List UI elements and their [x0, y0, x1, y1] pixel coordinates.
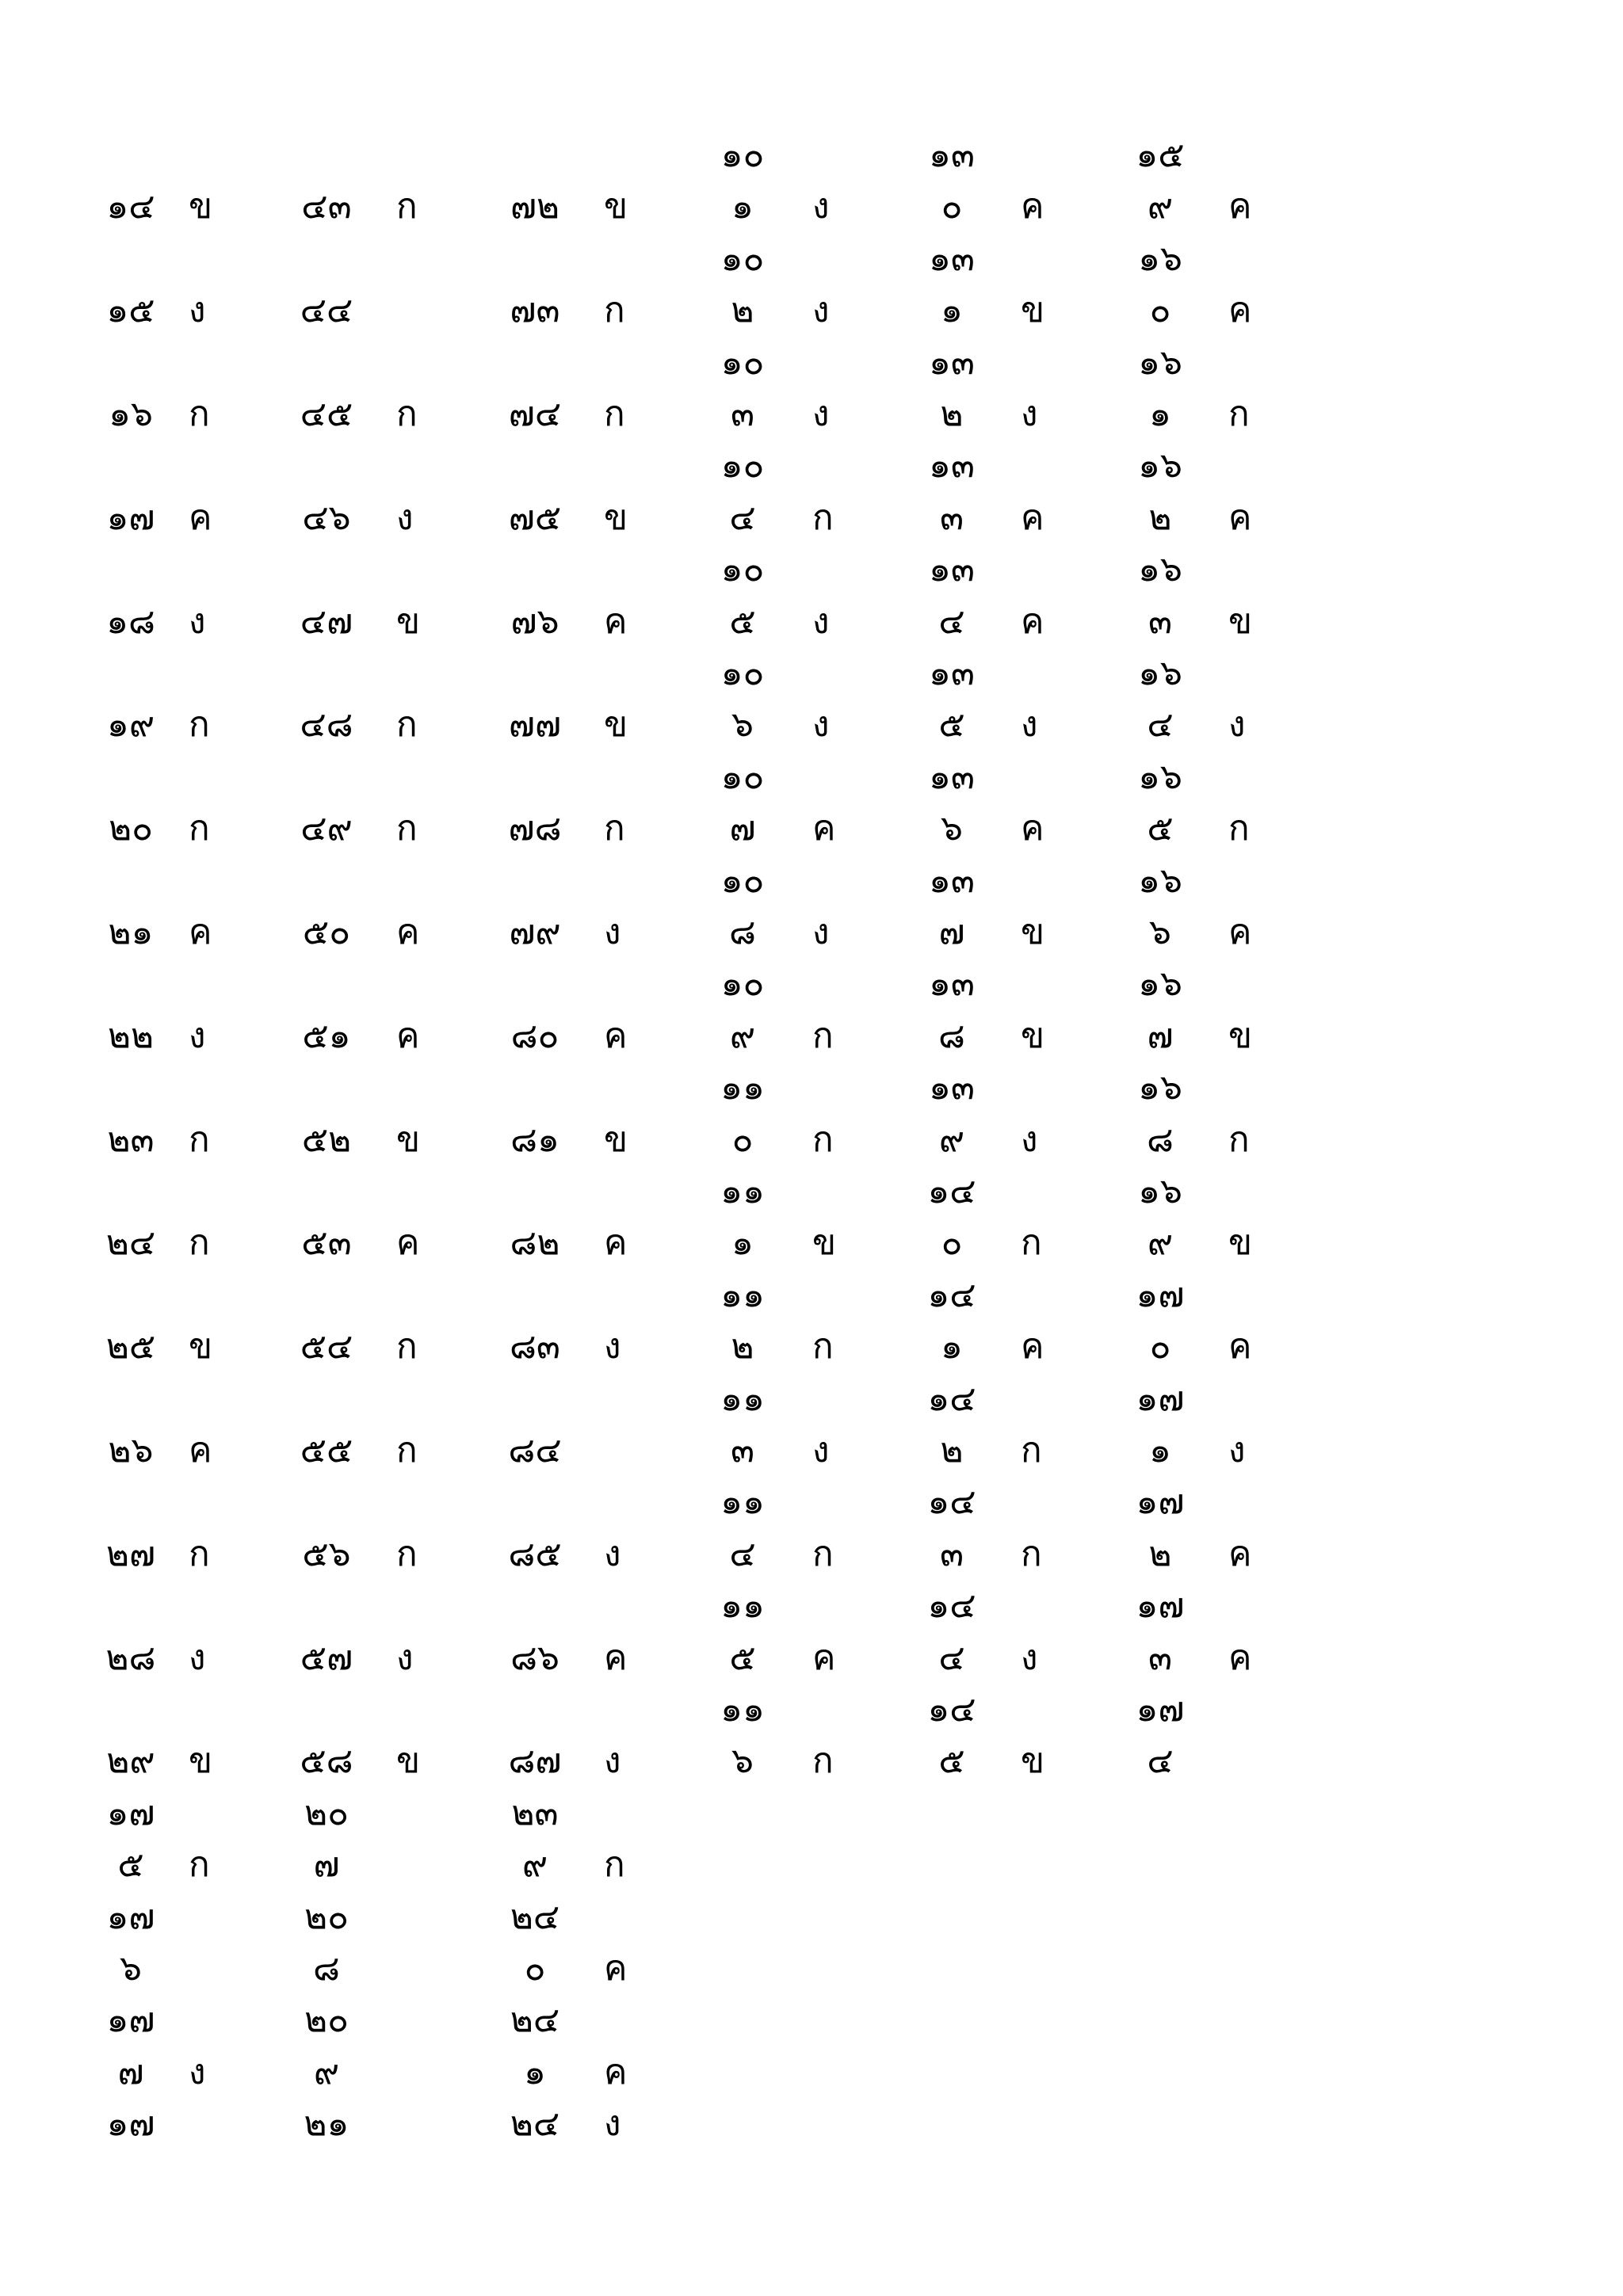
question-number: ๑๐: [720, 445, 765, 486]
answer-letter: ก: [396, 704, 418, 745]
question-number: ๑๑: [720, 1689, 765, 1730]
question-number: ๒: [1148, 498, 1172, 538]
question-number: ๔๔: [300, 290, 353, 330]
question-number: ๑๖: [1138, 757, 1182, 797]
answer-letter: ก: [1228, 394, 1250, 434]
answer-letter: ค: [1228, 1326, 1252, 1367]
question-number: ๒๘: [105, 1638, 156, 1678]
answer-letter: ก: [189, 1534, 210, 1574]
question-number: ๖: [120, 1948, 142, 1989]
answer-letter: ก: [396, 394, 418, 434]
question-number: ๒: [731, 290, 754, 330]
question-number: ๑๗: [106, 498, 155, 538]
question-number: ๐: [941, 1222, 963, 1263]
answer-letter: ก: [812, 1326, 834, 1367]
question-number: ๒: [1148, 1534, 1172, 1574]
question-number: ๐: [1149, 1326, 1171, 1367]
answer-letter: ง: [604, 2103, 621, 2144]
answer-letter: ง: [1228, 1430, 1246, 1470]
question-number: ๑๗: [106, 1897, 155, 1937]
question-number: ๒๐: [304, 1897, 349, 1937]
answer-letter: ก: [812, 498, 834, 538]
question-number: ๕๒: [301, 1119, 352, 1160]
question-number: ๑: [731, 186, 754, 227]
question-number: ๑๔: [927, 1171, 976, 1211]
question-number: ๒๔: [105, 1222, 156, 1263]
question-number: ๒๓: [107, 1119, 155, 1160]
answer-letter: ก: [1021, 1534, 1042, 1574]
answer-letter: ง: [189, 601, 206, 642]
answer-letter: ค: [604, 1016, 628, 1056]
question-number: ๗: [117, 2052, 144, 2092]
question-number: ๑๗: [106, 1793, 155, 1833]
answer-letter: ค: [1228, 1534, 1252, 1574]
question-number: ๘๔: [508, 1430, 562, 1470]
question-number: ๒๗: [105, 1534, 156, 1574]
question-number: ๕: [1147, 808, 1174, 849]
answer-letter: ค: [812, 1638, 836, 1678]
answer-letter: ค: [1021, 186, 1044, 227]
answer-letter: ก: [604, 394, 625, 434]
question-number: ๖: [731, 1741, 754, 1781]
question-number: ๓: [730, 1430, 755, 1470]
answer-letter: ค: [1021, 498, 1044, 538]
question-number: ๔๕: [300, 394, 353, 434]
question-number: ๑๐: [720, 860, 765, 901]
question-number: ๕๐: [302, 912, 351, 952]
question-number: ๒: [731, 1326, 754, 1367]
answer-letter: ก: [1228, 1119, 1250, 1160]
question-number: ๑๗: [1136, 1689, 1185, 1730]
answer-letter: ก: [189, 1222, 210, 1263]
question-number: ๕: [117, 1844, 144, 1885]
question-number: ๑๐: [720, 757, 765, 797]
question-number: ๓: [730, 394, 755, 434]
answer-letter: ค: [1021, 1326, 1044, 1367]
question-number: ๔: [1147, 704, 1174, 745]
question-number: ๔: [729, 498, 756, 538]
question-number: ๙: [938, 1119, 965, 1160]
question-number: ๔: [938, 1638, 965, 1678]
question-number: ๗: [313, 1844, 340, 1885]
question-number: ๔๘: [300, 704, 353, 745]
answer-letter: ก: [396, 186, 418, 227]
question-number: ๕: [938, 704, 965, 745]
question-number: ๑๓: [928, 135, 975, 175]
question-number: ๑๓: [928, 238, 975, 279]
answer-letter: ค: [1228, 1638, 1252, 1678]
answer-letter: ข: [1021, 290, 1045, 330]
question-number: ๑๗: [106, 2000, 155, 2040]
question-number: ๒๔: [510, 2000, 560, 2040]
answer-letter: ข: [396, 601, 421, 642]
question-number: ๑๑: [720, 1067, 765, 1108]
answer-letter: ก: [1021, 1430, 1042, 1470]
answer-letter: ข: [604, 704, 628, 745]
question-number: ๑๖: [1138, 1171, 1182, 1211]
question-number: ๔: [1147, 1741, 1174, 1781]
question-number: ๙: [729, 1016, 756, 1056]
question-number: ๑๗: [106, 2103, 155, 2144]
answer-letter: ง: [604, 1534, 621, 1574]
question-number: ๑๓: [928, 445, 975, 486]
question-number: ๔๓: [301, 186, 352, 227]
question-number: ๒๔: [510, 1897, 560, 1937]
question-number: ๖: [1149, 912, 1171, 952]
answer-letter: ง: [1021, 394, 1038, 434]
question-number: ๒๐: [304, 2000, 349, 2040]
question-number: ๐: [524, 1948, 546, 1989]
question-number: ๔: [729, 1534, 756, 1574]
answer-letter: ค: [604, 2052, 628, 2092]
question-number: ๑๐: [720, 238, 765, 279]
question-number: ๙: [521, 1844, 548, 1885]
answer-letter: ง: [189, 1638, 206, 1678]
question-number: ๙: [1147, 1222, 1174, 1263]
question-number: ๘๓: [509, 1326, 561, 1367]
answer-letter: ค: [604, 1948, 628, 1989]
question-number: ๑๑: [720, 1482, 765, 1522]
question-number: ๘๑: [510, 1119, 559, 1160]
answer-letter: ข: [1021, 1016, 1045, 1056]
question-number: ๕: [729, 1638, 756, 1678]
question-number: ๑๖: [1138, 1067, 1182, 1108]
question-number: ๑๖: [1138, 963, 1182, 1004]
answer-letter: ก: [396, 808, 418, 849]
question-number: ๒: [940, 1430, 964, 1470]
question-number: ๑: [941, 290, 963, 330]
question-number: ๑๕: [1136, 135, 1185, 175]
answer-letter: ง: [189, 2052, 206, 2092]
answer-letter: ง: [812, 290, 830, 330]
question-number: ๕๗: [300, 1638, 353, 1678]
answer-letter: ก: [189, 808, 210, 849]
question-number: ๖: [731, 704, 754, 745]
answer-letter: ค: [189, 1430, 212, 1470]
question-number: ๘๕: [508, 1534, 562, 1574]
question-number: ๘: [1147, 1119, 1174, 1160]
question-number: ๗๒: [510, 186, 560, 227]
question-number: ๙: [313, 2052, 340, 2092]
answer-letter: ข: [604, 498, 628, 538]
question-number: ๑: [1149, 394, 1171, 434]
question-number: ๑๖: [1138, 653, 1182, 693]
question-number: ๒๒: [107, 1016, 154, 1056]
answer-letter: ก: [812, 1534, 834, 1574]
answer-letter: ข: [1228, 1222, 1253, 1263]
question-number: ๑๗: [1136, 1482, 1185, 1522]
question-number: ๑๑: [720, 1275, 765, 1315]
answer-letter: ง: [189, 290, 206, 330]
question-number: ๓: [939, 498, 964, 538]
question-number: ๘๐: [510, 1016, 559, 1056]
answer-letter: ง: [604, 1741, 621, 1781]
question-number: ๑๑: [720, 1171, 765, 1211]
question-number: ๑๐: [720, 549, 765, 589]
question-number: ๑๖: [1138, 445, 1182, 486]
question-number: ๑๓: [928, 549, 975, 589]
question-number: ๘: [729, 912, 756, 952]
question-number: ๔๗: [300, 601, 353, 642]
answer-letter: ค: [1021, 808, 1044, 849]
question-number: ๑๐: [720, 342, 765, 383]
answer-letter: ง: [396, 498, 414, 538]
answer-letter: ค: [812, 808, 836, 849]
question-number: ๗๙: [509, 912, 561, 952]
question-number: ๑๕: [106, 290, 155, 330]
question-number: ๗๘: [508, 808, 562, 849]
question-number: ๑๗: [1136, 1585, 1185, 1626]
question-number: ๑๓: [928, 757, 975, 797]
answer-letter: ง: [189, 1016, 206, 1056]
answer-letter: ข: [396, 1119, 421, 1160]
question-number: ๑๓: [928, 342, 975, 383]
question-number: ๒๔: [510, 2103, 560, 2144]
question-number: ๑๓: [928, 653, 975, 693]
answer-letter: ง: [812, 394, 830, 434]
answer-letter: ก: [396, 1534, 418, 1574]
question-number: ๘: [313, 1948, 340, 1989]
question-number: ๑: [731, 1222, 754, 1263]
answer-letter: ก: [812, 1119, 834, 1160]
question-number: ๑๔: [106, 186, 155, 227]
answer-letter: ข: [812, 1222, 837, 1263]
answer-letter: ก: [604, 290, 625, 330]
answer-letter: ข: [1228, 601, 1253, 642]
question-number: ๗๖: [510, 601, 559, 642]
question-number: ๘: [938, 1016, 965, 1056]
question-number: ๑๔: [927, 1482, 976, 1522]
question-number: ๑๗: [1136, 1275, 1185, 1315]
answer-letter: ข: [604, 186, 628, 227]
question-number: ๗๓: [510, 290, 560, 330]
answer-letter: ก: [604, 808, 625, 849]
answer-letter: ง: [812, 704, 830, 745]
answer-letter: ค: [189, 498, 212, 538]
answer-letter: ง: [812, 1430, 830, 1470]
question-number: ๔๖: [302, 498, 351, 538]
question-number: ๕๕: [300, 1430, 353, 1470]
question-number: ๑๔: [927, 1275, 976, 1315]
answer-letter: ข: [1021, 1741, 1045, 1781]
answer-letter: ค: [1228, 290, 1252, 330]
answer-letter: ค: [189, 912, 212, 952]
question-number: ๗: [1147, 1016, 1174, 1056]
answer-letter: ก: [1228, 808, 1250, 849]
question-number: ๕๖: [302, 1534, 351, 1574]
question-number: ๑๓: [928, 963, 975, 1004]
answer-letter: ก: [396, 1430, 418, 1470]
answer-letter: ข: [604, 1119, 628, 1160]
question-number: ๕๑: [302, 1016, 351, 1056]
question-number: ๑: [941, 1326, 963, 1367]
question-number: ๓: [1148, 601, 1173, 642]
question-number: ๑๑: [720, 1585, 765, 1626]
question-number: ๕๘: [300, 1741, 353, 1781]
question-number: ๐: [731, 1119, 754, 1160]
question-number: ๒๓: [511, 1793, 559, 1833]
question-number: ๒๕: [105, 1326, 156, 1367]
answer-letter: ง: [604, 1326, 621, 1367]
answer-letter: ก: [1021, 1222, 1042, 1263]
question-number: ๒๑: [108, 912, 154, 952]
question-number: ๗๗: [508, 704, 562, 745]
answer-letter: ค: [604, 1222, 628, 1263]
question-number: ๔: [938, 601, 965, 642]
question-number: ๐: [941, 186, 963, 227]
answer-letter: ก: [396, 1326, 418, 1367]
question-number: ๖: [941, 808, 963, 849]
question-number: ๑๐: [720, 135, 765, 175]
answer-letter: ค: [396, 912, 420, 952]
question-number: ๗๔: [508, 394, 562, 434]
question-number: ๑๐: [720, 653, 765, 693]
answer-letter: ค: [1228, 186, 1252, 227]
question-number: ๑๖: [1138, 238, 1182, 279]
answer-letter: ก: [812, 1016, 834, 1056]
answer-letter: ง: [812, 601, 830, 642]
question-number: ๗: [938, 912, 965, 952]
question-number: ๑๖: [1138, 549, 1182, 589]
question-number: ๑: [1149, 1430, 1171, 1470]
answer-letter: ก: [189, 1844, 210, 1885]
question-number: ๘๗: [508, 1741, 562, 1781]
question-number: ๓: [1148, 1638, 1173, 1678]
answer-letter: ง: [812, 912, 830, 952]
question-number: ๕๓: [301, 1222, 352, 1263]
answer-letter: ง: [604, 912, 621, 952]
question-number: ๒๐: [304, 1793, 349, 1833]
answer-letter: ค: [604, 601, 628, 642]
answer-letter: ข: [189, 1326, 213, 1367]
question-number: ๑๔: [927, 1379, 976, 1419]
answer-letter: ค: [1228, 498, 1252, 538]
answer-letter: ก: [812, 1741, 834, 1781]
question-number: ๑๓: [928, 1067, 975, 1108]
answer-letter: ข: [189, 186, 213, 227]
question-number: ๙: [1147, 186, 1174, 227]
question-number: ๑๙: [106, 704, 155, 745]
answer-letter: ข: [396, 1741, 421, 1781]
question-number: ๕๔: [300, 1326, 353, 1367]
answer-letter: ข: [189, 1741, 213, 1781]
question-number: ๐: [1149, 290, 1171, 330]
answer-letter: ค: [1228, 912, 1252, 952]
question-number: ๒: [940, 394, 964, 434]
answer-letter: ข: [1228, 1016, 1253, 1056]
question-number: ๗: [729, 808, 756, 849]
question-number: ๓: [939, 1534, 964, 1574]
answer-letter: ง: [396, 1638, 414, 1678]
question-number: ๑๑: [720, 1379, 765, 1419]
question-number: ๘๖: [510, 1638, 559, 1678]
answer-letter: ก: [189, 1119, 210, 1160]
question-number: ๘๒: [510, 1222, 560, 1263]
question-number: ๒๐: [109, 808, 153, 849]
answer-letter: ค: [604, 1638, 628, 1678]
question-number: ๑๖: [1138, 342, 1182, 383]
question-number: ๒๖: [108, 1430, 154, 1470]
answer-letter: ง: [1021, 1119, 1038, 1160]
answer-letter: ค: [1021, 601, 1044, 642]
question-number: ๗๕: [508, 498, 562, 538]
answer-letter: ง: [1021, 1638, 1038, 1678]
question-number: ๑๖: [1138, 860, 1182, 901]
question-number: ๑๖: [109, 394, 153, 434]
question-number: ๑๐: [720, 963, 765, 1004]
question-number: ๑๘: [106, 601, 155, 642]
answer-letter: ค: [396, 1016, 420, 1056]
question-number: ๕: [729, 601, 756, 642]
question-number: ๑๗: [1136, 1379, 1185, 1419]
answer-letter: ก: [189, 704, 210, 745]
question-number: ๑๓: [928, 860, 975, 901]
answer-letter: ง: [1021, 704, 1038, 745]
question-number: ๕: [938, 1741, 965, 1781]
question-number: ๑๔: [927, 1585, 976, 1626]
question-number: ๒๙: [106, 1741, 155, 1781]
question-number: ๑: [524, 2052, 546, 2092]
question-number: ๒๑: [304, 2103, 349, 2144]
question-number: ๔๙: [300, 808, 353, 849]
question-number: ๑๔: [927, 1689, 976, 1730]
answer-letter: ง: [1228, 704, 1246, 745]
answer-letter: ง: [812, 186, 830, 227]
answer-letter: ก: [604, 1844, 625, 1885]
answer-letter: ก: [189, 394, 210, 434]
answer-letter: ค: [396, 1222, 420, 1263]
answer-letter: ข: [1021, 912, 1045, 952]
